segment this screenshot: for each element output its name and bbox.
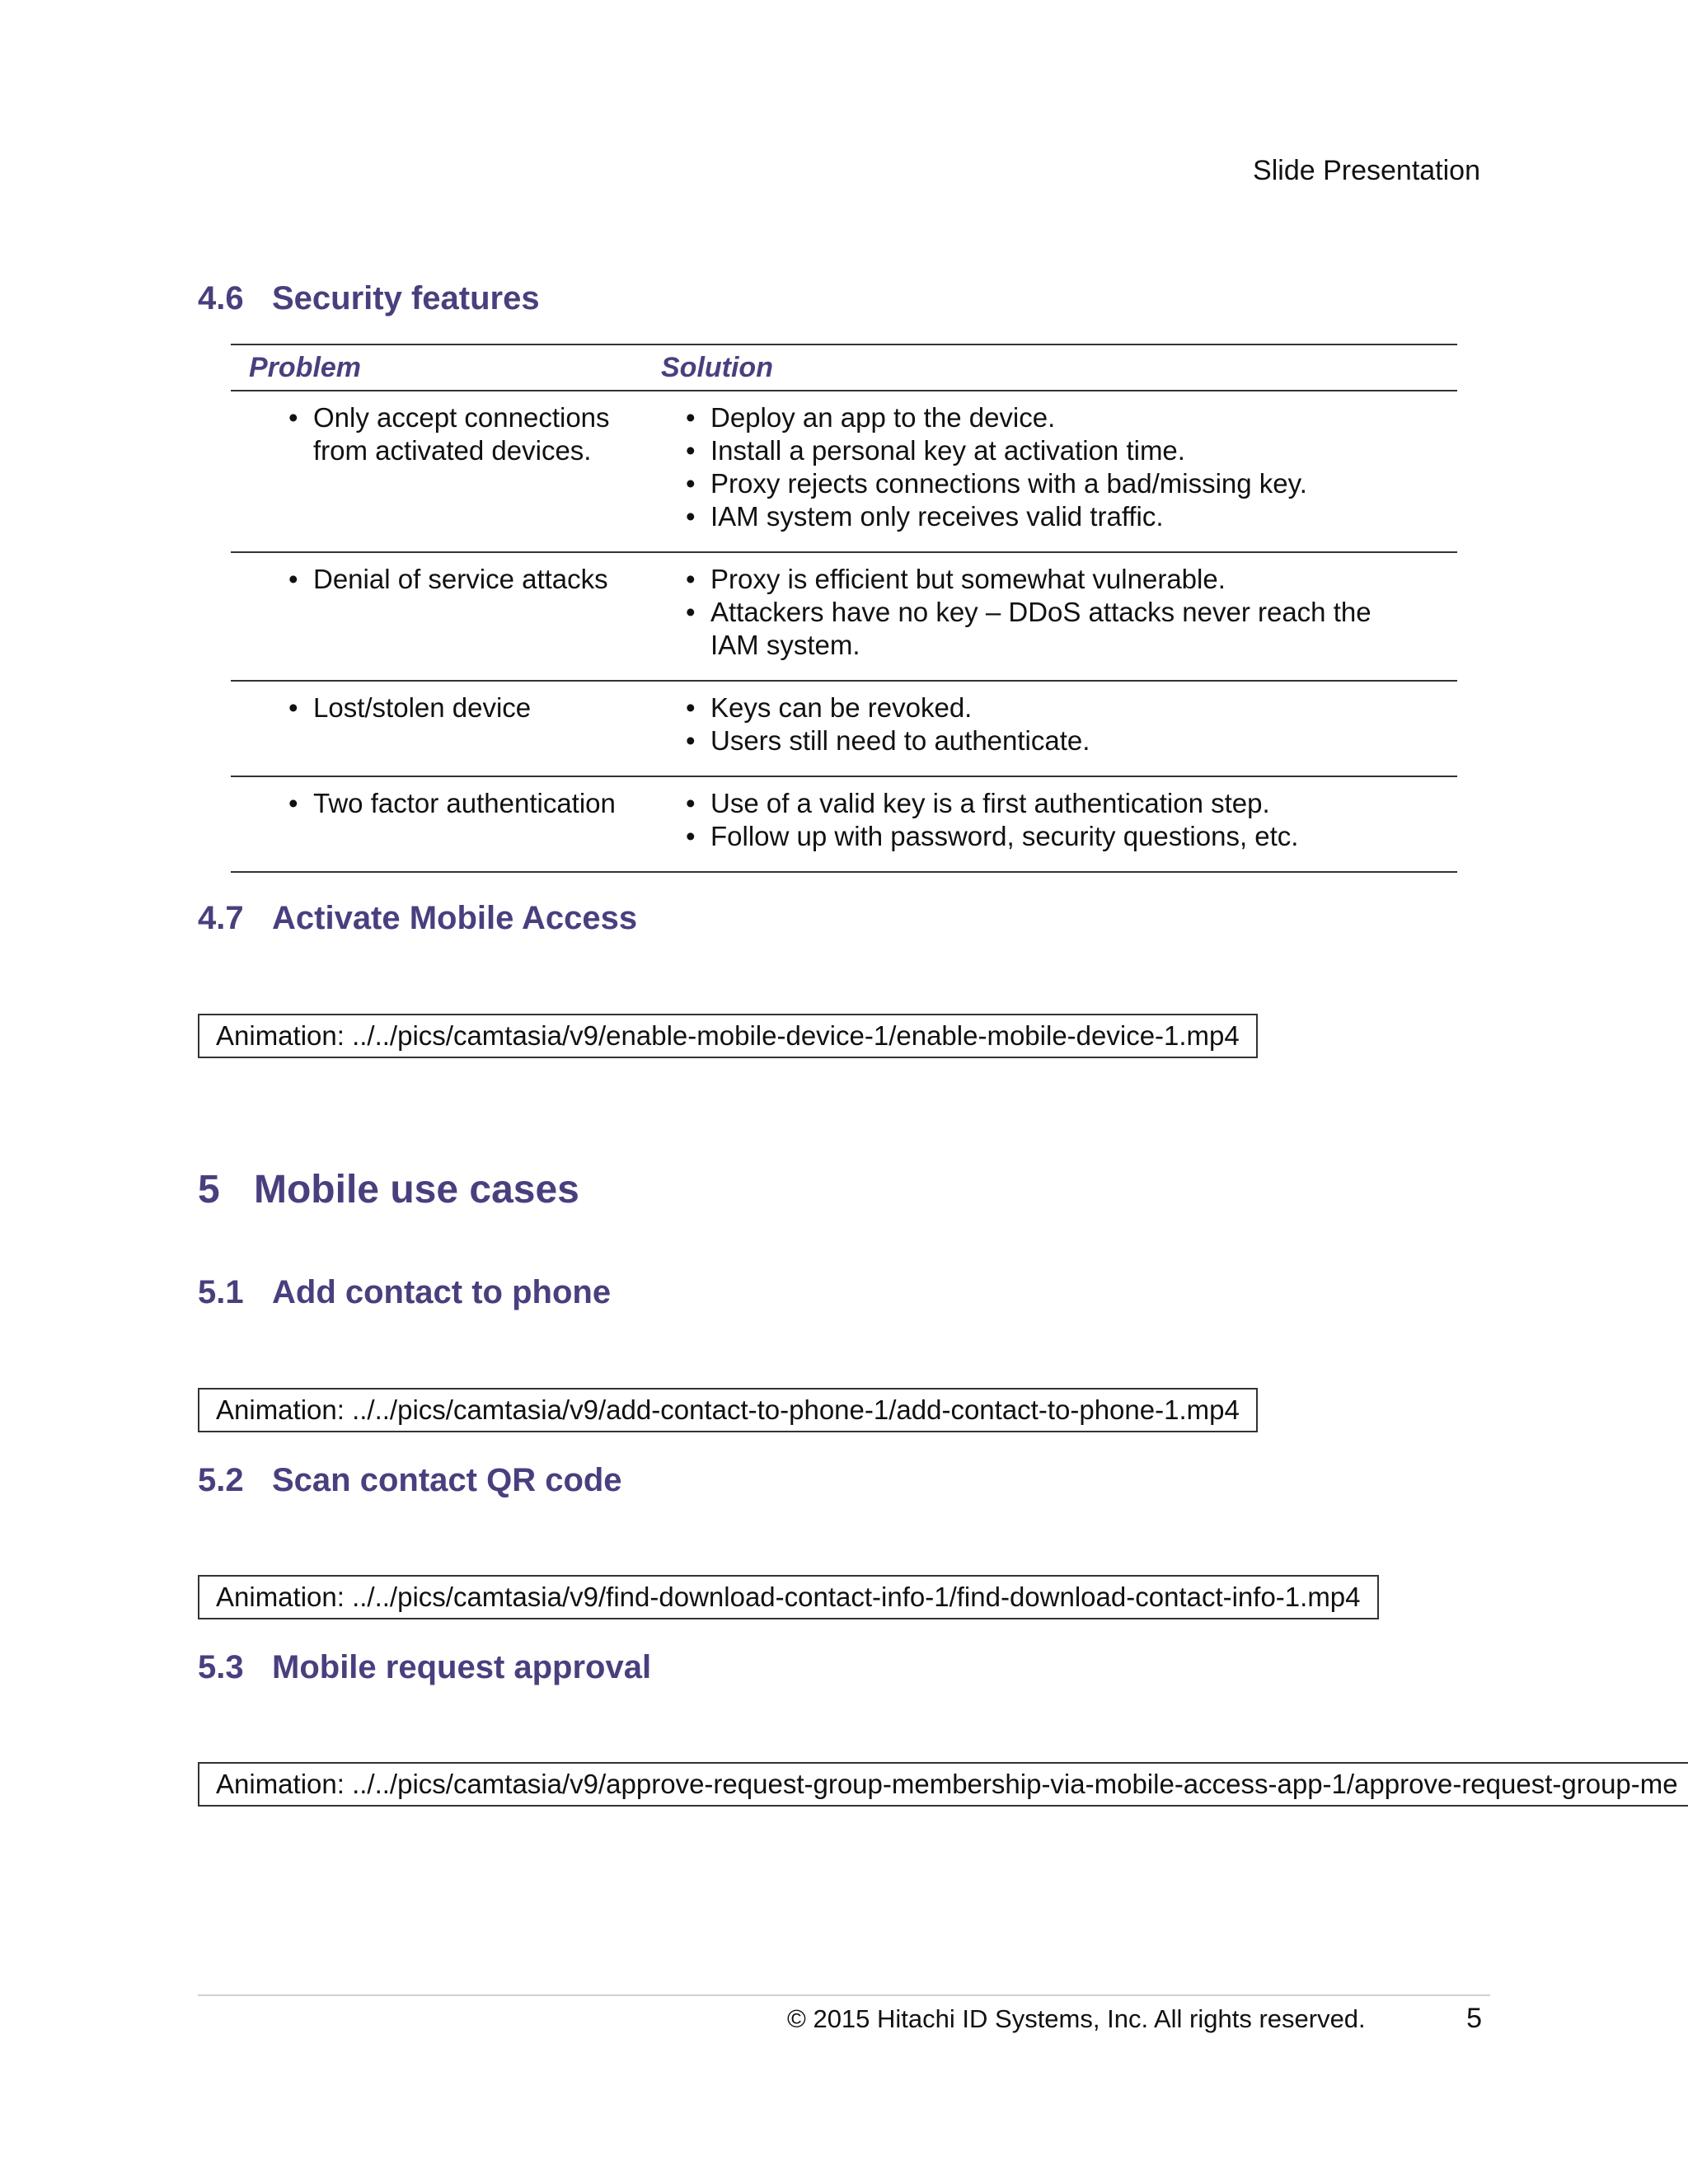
problem-item: • Only accept connections from activated devices. <box>288 401 618 467</box>
section-heading-4-6 <box>198 280 540 317</box>
section-number: 4.7 <box>198 900 244 936</box>
solution-item: • Deploy an app to the device. <box>686 401 1457 434</box>
solution-cell <box>661 691 1457 776</box>
section-heading-4-7 <box>198 900 637 937</box>
section-number: 5.1 <box>198 1274 244 1310</box>
solution-item: • Users still need to authenticate. <box>686 724 1457 757</box>
footer-divider <box>198 1994 1490 1996</box>
animation-link[interactable]: Animation: ../../pics/camtasia/v9/find-download-contact-info-1/find-download-contact-info-1.mp4 <box>198 1575 1379 1619</box>
section-number: 5.3 <box>198 1649 244 1685</box>
solution-cell <box>661 787 1457 871</box>
section-title: Activate Mobile Access <box>272 900 638 936</box>
section-title: Scan contact QR code <box>272 1462 622 1498</box>
problem-item: • Lost/stolen device <box>288 691 661 724</box>
solution-item: • Use of a valid key is a first authentication step. <box>686 787 1457 820</box>
page-number: 5 <box>1466 2003 1482 2034</box>
footer-copyright: © 2015 Hitachi ID Systems, Inc. All rights reserved. <box>787 2004 1366 2033</box>
solution-item: • Proxy is efficient but somewhat vulnerable. <box>686 563 1378 596</box>
table-header-row <box>231 345 1457 391</box>
column-header-solution: Solution <box>661 351 773 383</box>
animation-link[interactable]: Animation: ../../pics/camtasia/v9/approve-request-group-membership-via-mobile-access-app-1/approve-request-group-me <box>198 1762 1688 1807</box>
problem-cell <box>231 691 661 776</box>
chapter-number: 5 <box>198 1168 220 1212</box>
chapter-heading-5 <box>198 1167 579 1212</box>
section-number: 4.6 <box>198 280 244 316</box>
solution-item: • Keys can be revoked. <box>686 691 1457 724</box>
section-heading-5-2 <box>198 1462 622 1499</box>
problem-cell <box>231 787 661 871</box>
section-title: Add contact to phone <box>272 1274 612 1310</box>
problem-item: • Two factor authentication <box>288 787 661 820</box>
problem-cell <box>231 563 661 680</box>
section-heading-5-1 <box>198 1274 611 1311</box>
section-heading-5-3 <box>198 1649 651 1686</box>
solution-cell <box>661 401 1457 551</box>
animation-link[interactable]: Animation: ../../pics/camtasia/v9/add-contact-to-phone-1/add-contact-to-phone-1.mp4 <box>198 1388 1258 1432</box>
problem-item: • Denial of service attacks <box>288 563 661 596</box>
running-header: Slide Presentation <box>1253 155 1480 186</box>
solution-item: • Proxy rejects connections with a bad/missing key. <box>686 467 1457 500</box>
solution-item: • Install a personal key at activation time. <box>686 434 1457 467</box>
section-title: Security features <box>272 280 540 316</box>
table-row <box>231 391 1457 553</box>
security-features-table <box>231 344 1457 873</box>
table-row <box>231 682 1457 777</box>
solution-cell <box>661 563 1457 680</box>
animation-link[interactable]: Animation: ../../pics/camtasia/v9/enable-mobile-device-1/enable-mobile-device-1.mp4 <box>198 1014 1258 1058</box>
section-number: 5.2 <box>198 1462 244 1498</box>
solution-item: • Attackers have no key – DDoS attacks never reach the IAM system. <box>686 596 1378 662</box>
problem-cell <box>231 401 661 551</box>
table-row <box>231 777 1457 873</box>
chapter-title: Mobile use cases <box>254 1168 579 1212</box>
solution-item: • IAM system only receives valid traffic. <box>686 500 1457 533</box>
table-row <box>231 553 1457 682</box>
solution-item: • Follow up with password, security questions, etc. <box>686 820 1457 853</box>
section-title: Mobile request approval <box>272 1649 652 1685</box>
column-header-problem: Problem <box>249 351 362 383</box>
